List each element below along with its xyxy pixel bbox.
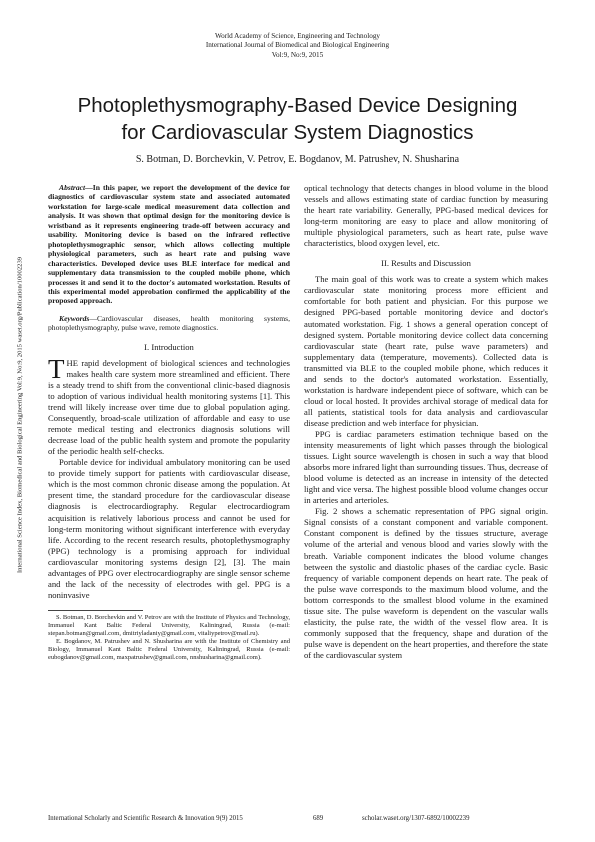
- keywords: [48, 314, 290, 333]
- keywords-text: —Cardiovascular diseases, health monitoring systems, photoplethysmography, pulse wave, remote diagnostics.: [48, 313, 290, 333]
- sidebar-watermark-text: International Science Index, Biomedical and Biological Engineering Vol:9, No:9, 2015 waset.org/Publication/10002239: [16, 256, 24, 574]
- abstract: [48, 183, 290, 306]
- paper-title-line2: for Cardiovascular System Diagnostics: [121, 121, 474, 144]
- journal-header-line1: World Academy of Science, Engineering and Technology: [214, 32, 381, 40]
- footnotes: [48, 614, 290, 663]
- page-number: 689: [313, 815, 324, 822]
- journal-header-line2: International Journal of Biomedical and Biological Engineering: [205, 41, 390, 50]
- paper-title-line1: Photoplethysmography-Based Device Designing: [77, 94, 518, 117]
- journal-header-line3: Vol:9, No:9, 2015: [271, 50, 324, 59]
- abstract-label: Abstract: [59, 183, 86, 192]
- footer-publisher: International Scholarly and Scientific Research & Innovation 9(9) 2015: [48, 815, 243, 822]
- results-paragraph-1: The main goal of this work was to create a system which makes cardiovascular state monitoring process more efficient and comfortable for both patient and physician. For this purpose we designed PPG-based portable monitoring device and doctor's automated workstation. Fig. 1 shows a general operation concept of designed system. Portable monitoring device collect data concerning cardiovascular state (heart rate, pulse wave parameters) and supplementary data (temperature, movements). Collected data is transmitted via BLE to the coupled mobile phone, which reduces it and sends to the doctor's automated workstation. Essentially, workstation is hardware independent piece of software, which can be cloud or local hosted. It provides archival storage of medical data for all patients, statistical tools for data analysis and cardiovascular disease prediction and web interface for physician.: [304, 274, 548, 428]
- results-paragraph-3: Fig. 2 shows a schematic representation of PPG signal origin. Signal consists of a constant component and variable component. Constant component is defined by the tissues structure, average volume of the arterial and venous blood and varies slowly with the breath. Variable component indicates the blood volume changes between the systolic and diastolic phases of the cardiac cycle. Basic frequency of variable component depends on heart rate. The peak of the pulse wave corresponds to the maximum blood volume, and the bottom corresponds to the smallest blood volume in the examined tissue site. The pulse waveform is dependent on the vascular walls elasticity, the pulse rate, the width of the vessel flow area. It is commonly supposed that the frequency, shape and duration of the pulse wave is dependent on the heart properties, and therefore the state of the cardiovascular system: [304, 506, 548, 660]
- footnote-affiliation-2: E. Bogdanov, M. Patrushev and N. Shusharina are with the Institute of Chemistry and Biology, Immanuel Kant Baltic Federal University, Kaliningrad, Russia (e-mail: eubogdanov@gmail.com, maxpatrushev@gmail.com, nnshusharina@gmail.com).: [48, 638, 290, 662]
- footer-url[interactable]: scholar.waset.org/1307-6892/10002239: [362, 815, 470, 822]
- author-list: S. Botman, D. Borchevkin, V. Petrov, E. Bogdanov, M. Patrushev, N. Shusharina: [135, 154, 460, 165]
- section-heading-introduction: I. Introduction: [144, 341, 194, 352]
- keywords-label: Keywords: [59, 313, 90, 323]
- sidebar-watermark: [14, 205, 26, 625]
- journal-header: [0, 32, 595, 60]
- drop-cap: T: [48, 353, 65, 384]
- right-column: [304, 183, 548, 661]
- intro-paragraph-1: [48, 353, 290, 457]
- abstract-text: —In this paper, we report the development of the device for diagnostics of cardiovascular system state and associated automated workstation for large-scale medical measurement data collection and analysis. It was shown that optimal design for the monitoring device is wristband as it represents engineering trade-off between accuracy and usability. Monitoring device is based on the infrared reflective photoplethysmographic sensor, which allows collecting multiple physiological parameters, such as heart rate and pulsing wave characteristics. Developed device uses BLE interface for medical and supplementary data transmission to the coupled mobile phone, which processes it and send it to the doctor's automated workstation. Results of this experimental model approbation confirmed the applicability of the proposed approach.: [48, 183, 290, 306]
- left-column: [48, 183, 290, 662]
- intro-paragraph-1-text: HE rapid development of biological sciences and technologies makes health care system more streamlined and efficient. There is a steady trend to shift from the conventional clinic-based diagnosis to adoption of various individual health monitoring systems [1]. This trend will likely increase over time due to global population aging. Consequently, broad-scale utilization of affordable and easy to use remote medical testing and electronics diagnosis solutions will decrease load of the public health system and promote the popularity of the periodic health self-checks.: [48, 357, 290, 457]
- intro-paragraph-2: Portable device for individual ambulatory monitoring can be used to provide timely support for patients with cardiovascular disease, which is the most common chronic disease among the population. At present time, the standard procedure for the cardiovascular disease diagnosis is electrocardiography. Regular electrocardiogram acquisition is relatively laborious process and cannot be used for long-term monitoring without significant interference with everyday life. According to the recent research results, photoplethysmography (PPG) technology is a promising approach for individual cardiovascular monitoring systems design [2], [3]. The main advantages of PPG over electrocardiography are single sensor scheme and the lack of the necessity of electrodes with gel. PPG is a noninvasive: [48, 457, 290, 600]
- section-heading-results: II. Results and Discussion: [381, 258, 471, 269]
- results-paragraph-2: PPG is cardiac parameters estimation technique based on the intensity measurements of light which passes through the biological tissues. Light source wavelength is chosen in such a way that blood absorbs more infrared light than surrounding tissues. Thus, decrease of blood volume is detected as an increase in intensity of the detected light and vice versa. The highest possible blood volume changes occur in arteries and arterioles.: [304, 428, 548, 506]
- footnote-rule: [48, 610, 143, 611]
- paper-title: [40, 92, 555, 146]
- footnote-affiliation-1: S. Botman, D. Borchevkin and V. Petrov are with the Institute of Physics and Technology, Immanuel Kant Baltic Federal University, Kaliningrad, Russia (e-mail: stepan.botman@gmail.com, dmitriyladaniy@gmail.com, vitaliypetrov@mail.ru).: [48, 613, 290, 638]
- right-paragraph-continued: optical technology that detects changes in blood volume in the blood vessels and allows estimating state of cardiac function by measuring the heart rate variability. Generally, PPG-based medical devices for long-term monitoring are easy to place and allow monitoring of multiple physiological parameters, such as heart rate, pulse wave characteristics, blood oxygen level, etc.: [304, 183, 548, 249]
